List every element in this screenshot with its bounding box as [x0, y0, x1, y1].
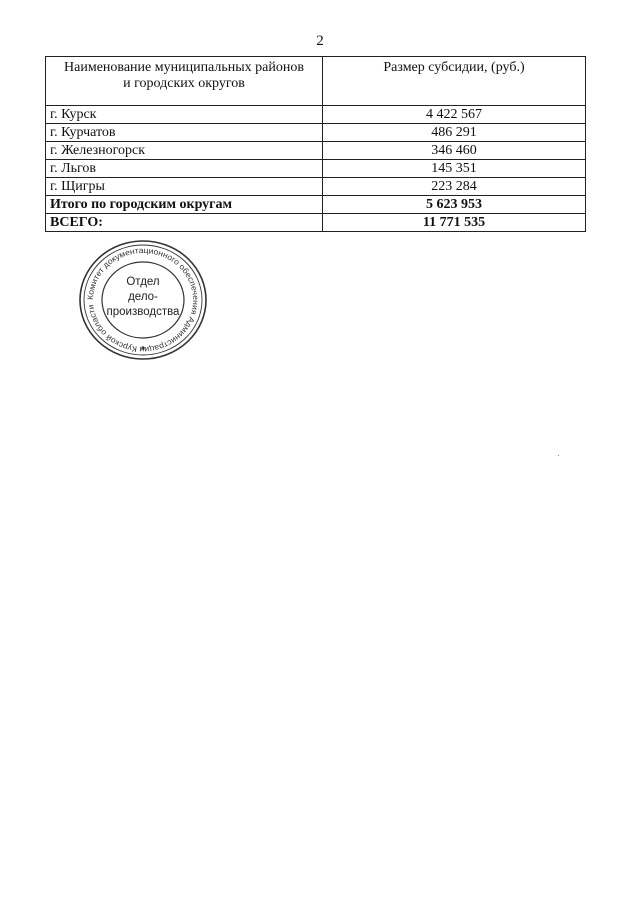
stamp-star-icon: [141, 346, 144, 349]
row-name: г. Железногорск: [46, 142, 323, 160]
header-name-line2: и городских округов: [123, 76, 245, 91]
office-stamp: [76, 238, 210, 362]
scan-speck: [558, 455, 559, 456]
table-row: [46, 106, 586, 124]
stamp-ring-textpath: Комитет документационного обеспечения Администрации Курской области: [85, 245, 201, 355]
total-amount: 11 771 535: [323, 214, 586, 232]
total-name: ВСЕГО:: [46, 214, 323, 232]
page-number: 2: [316, 33, 324, 49]
table-row: [46, 178, 586, 196]
subtotal-amount: 5 623 953: [323, 196, 586, 214]
stamp-center-line1: Отдел: [126, 276, 160, 288]
row-amount: 4 422 567: [323, 106, 586, 124]
header-amount-column: Размер субсидии, (руб.): [323, 57, 586, 106]
row-amount: 145 351: [323, 160, 586, 178]
table-header-row: [46, 57, 586, 106]
stamp-center-line2: дело-: [128, 291, 158, 303]
row-name: г. Курчатов: [46, 124, 323, 142]
subsidy-table: [45, 56, 586, 232]
subtotal-name: Итого по городским округам: [46, 196, 323, 214]
subtotal-row: [46, 196, 586, 214]
row-name: г. Щигры: [46, 178, 323, 196]
table-row: [46, 142, 586, 160]
header-name-column: [46, 57, 323, 106]
stamp-center-line3: производства: [106, 306, 180, 318]
table-row: [46, 160, 586, 178]
row-name: г. Курск: [46, 106, 323, 124]
row-amount: 223 284: [323, 178, 586, 196]
header-name-line1: Наименование муниципальных районов: [64, 60, 304, 75]
row-amount: 346 460: [323, 142, 586, 160]
stamp-seal-icon: [76, 238, 210, 362]
row-name: г. Льгов: [46, 160, 323, 178]
total-row: [46, 214, 586, 232]
table-row: [46, 124, 586, 142]
row-amount: 486 291: [323, 124, 586, 142]
